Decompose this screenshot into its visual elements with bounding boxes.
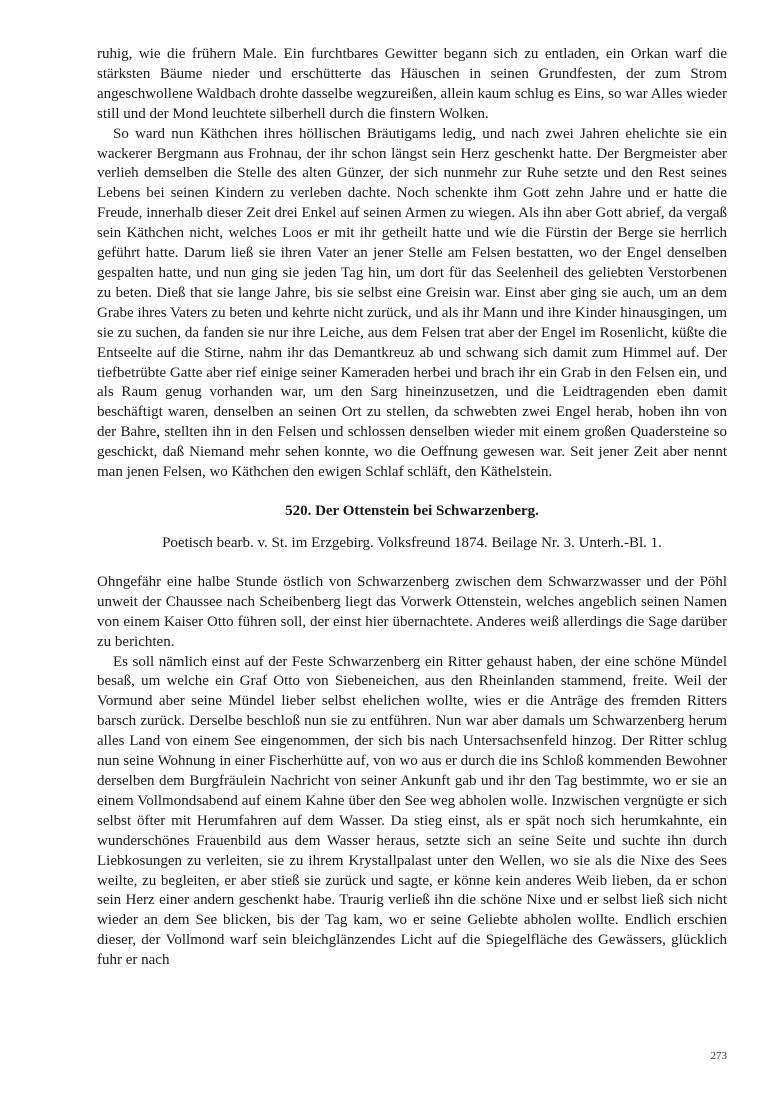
story-paragraph-1: Ohngefähr eine halbe Stunde östlich von Schwarzenberg zwischen dem Schwarzwasser und der Pöhl unweit der Chaussee nach Scheibenberg liegt das Vorwerk Ottenstein, welches angeblich seinen Namen von einem Kaiser Otto führen soll, der einst hier übernachtete. Anderes weiß allerdings die Sage darüber zu berichten. (97, 573, 727, 650)
previous-story-paragraph-1: ruhig, wie die frühern Male. Ein furchtbares Gewitter begann sich zu entladen, ein Orkan warf die stärksten Bäume nieder und erschütterte das Häuschen in seinen Grundfesten, der zum Strom angeschwollene Waldbach drohte dasselbe wegzureißen, allein kaum schlug es Eins, so war Alles wieder still und der Mond leuchtete silberhell durch die finstern Wolken. (97, 46, 727, 122)
story-title: 520. Der Ottenstein bei Schwarzenberg. (285, 502, 539, 519)
page-content (97, 45, 727, 971)
section-gap (97, 553, 727, 573)
previous-story-paragraph-2: So ward nun Käthchen ihres höllischen Bräutigams ledig, und nach zwei Jahren ehelichte sie ein wackerer Bergmann aus Frohnau, der ihr schon längst sein Herz geschenkt hatte. Der Bergmeister aber verlieh demselben die Stelle des alten Günzer, der sich nunmehr zur Ruhe setzte und den Rest seines Lebens bei seinen Kindern zu verleben dachte. Noch schenkte ihm Gott zehn Jahre und er hatte die Freude, innerhalb dieser Zeit drei Enkel auf seinen Armen zu wiegen. Als ihn aber Gott abrief, da vergaß sein Käthchen nicht, welches Loos er mit ihr getheilt hatte und wie die Fürstin der Berge sie herrlich geführt hatte. Darum ließ sie ihren Vater an jener Stelle am Felsen bestatten, wo der Engel denselben gespalten hatte, und nun ging sie jeden Tag hin, um dort für das Seelenheil des geliebten Verstorbenen zu beten. Dieß that sie lange Jahre, bis sie selbst eine Greisin war. Einst aber ging sie auch, um an dem Grabe ihres Vaters zu beten und kehrte nicht zurück, und als ihr Mann und ihre Kinder hinausgingen, um sie zu suchen, da fanden sie nur ihre Leiche, aus dem Felsen trat aber der Engel im Rosenlicht, küßte die Entseelte auf die Stirne, nahm ihr das Demantkreuz ab und schwang sich damit zum Himmel auf. Der tiefbetrübte Gatte aber rief einige seiner Kameraden herbei und brach ihr ein Grab in den Felsen ein, und als Raum genug vorhanden war, um den Sarg hineinzusetzen, und die Leidtragenden eben damit beschäftigt waren, denselben an seinen Ort zu stellen, da schwebten zwei Engel herab, hoben ihn von der Bahre, stellten ihn in den Felsen und schlossen denselben wieder mit einem großen Quadersteine so geschickt, daß Niemand mehr sehen konnte, wo die Oeffnung gewesen war. Seit jener Zeit aber nennt man jenen Felsen, wo Käthchen den ewigen Schlaf schläft, den Käthelstein. (97, 125, 727, 481)
page-number: 273 (710, 1050, 727, 1062)
story-source: Poetisch bearb. v. St. im Erzgebirg. Volksfreund 1874. Beilage Nr. 3. Unterh.-Bl. 1. (162, 534, 662, 551)
story-paragraph-2: Es soll nämlich einst auf der Feste Schwarzenberg ein Ritter gehaust haben, der eine schöne Mündel besaß, um welche ein Graf Otto von Siebeneichen, aus den Rheinlanden stammend, freite. Weil der Vormund aber seine Mündel lieber selbst ehelichen wollte, wies er die Anträge des fremden Ritters barsch zurück. Derselbe beschloß nun sie zu entführen. Nun war aber damals um Schwarzenberg herum alles Land von einem See eingenommen, der sich bis nach Untersachsenfeld hinzog. Der Ritter schlug nun seine Wohnung in einer Fischerhütte auf, von wo aus er durch die ins Schloß kommenden Bewohner derselben dem Burgfräulein Nachricht von seiner Ankunft gab und ihr den Tag bestimmte, wo er sie an einem Vollmondsabend auf einem Kahne über den See weg abholen wolle. Inzwischen vergnügte er sich selbst öfter mit Herumfahren auf dem Wasser. Da stieg einst, als er spät noch sich herumkahnte, ein wunderschönes Frauenbild aus dem Wasser heraus, setzte sich an seine Seite und suchte ihn durch Liebkosungen zu verleiten, sie zu ihrem Krystallpalast unter den Wellen, wo sie als die Nixe des Sees weilte, zu begleiten, er aber stieß sie zurück und sagte, er könne kein anderes Weib lieben, da er schon sein Herz einer andern geschenkt habe. Traurig verließ ihn die schöne Nixe und er selbst ließ sich nicht wieder an dem See blicken, bis der Tag kam, wo er seine Geliebte abholen wollte. Endlich erschien dieser, der Vollmond warf sein bleichglänzendes Licht auf die Spiegelfläche des Gewässers, glücklich fuhr er nach (97, 653, 727, 969)
